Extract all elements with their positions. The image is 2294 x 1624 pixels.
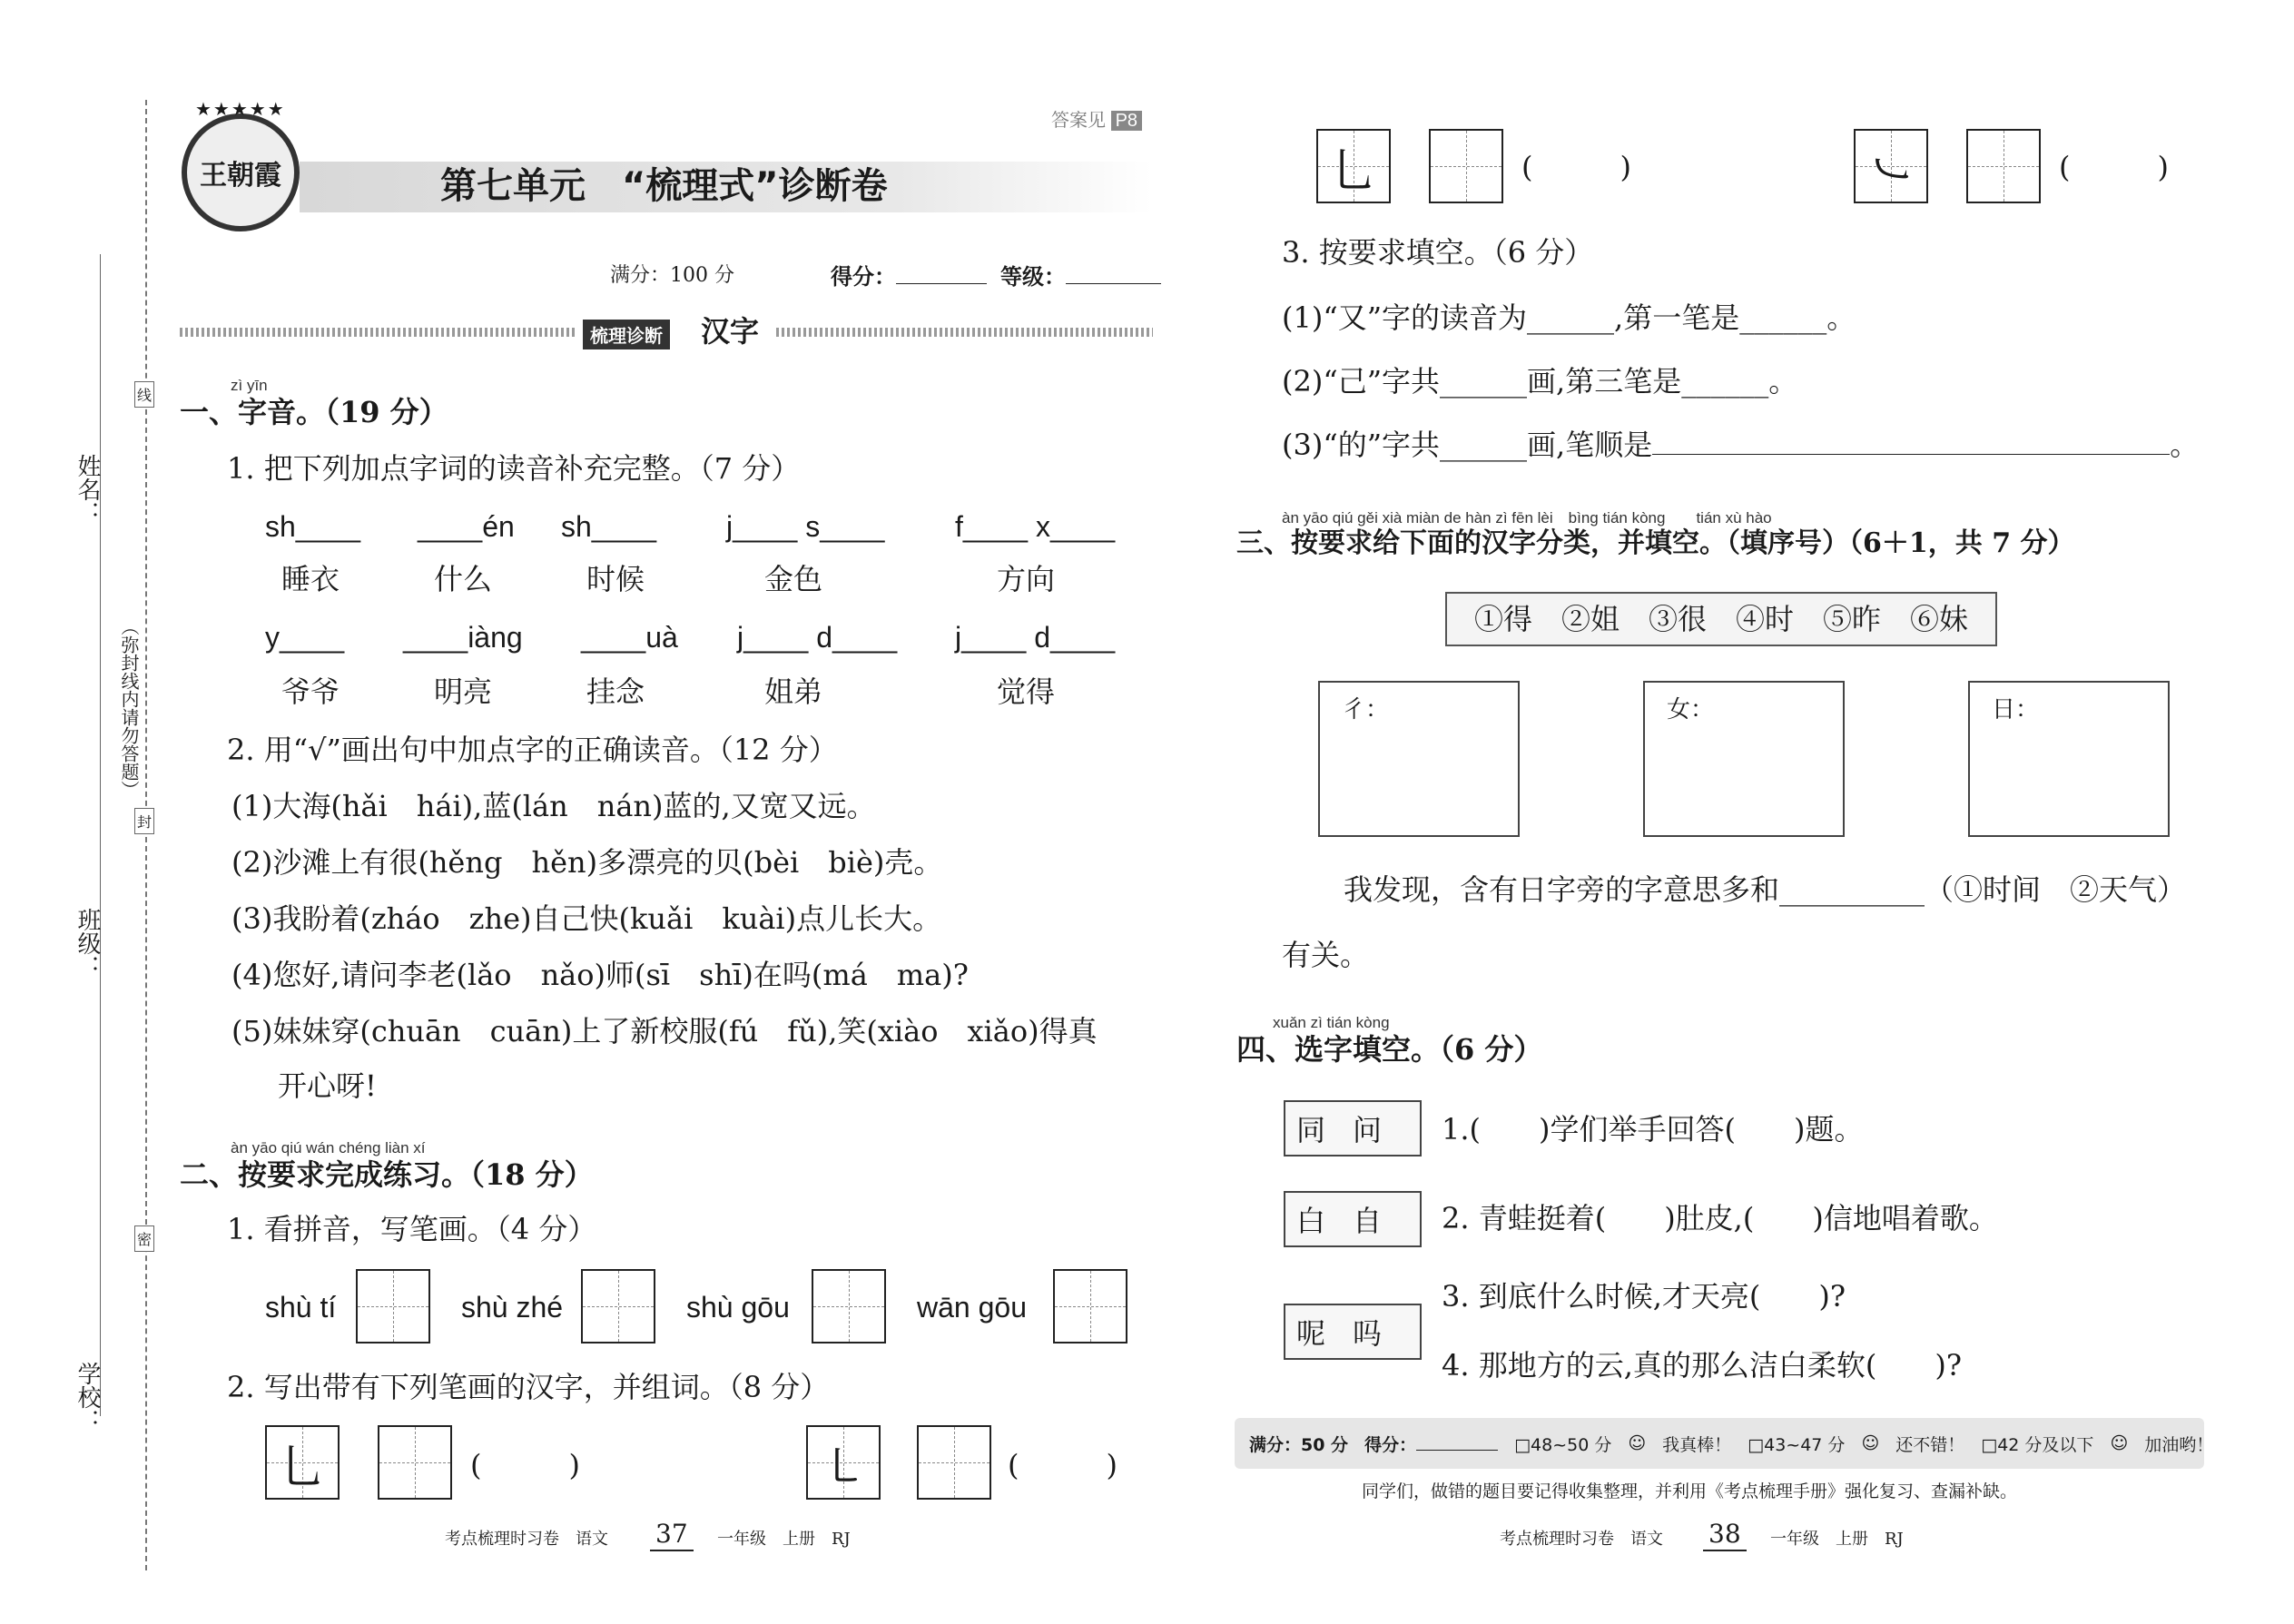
logo-badge (182, 113, 300, 231)
stroke-glyph: ㇃ (1866, 143, 1915, 199)
tag-rule-left (180, 328, 576, 337)
strip-score (1364, 1432, 1498, 1456)
char-pair: 呢吗 (1284, 1304, 1422, 1360)
fill-sentence[interactable]: 2. 青蛙挺着( )肚皮,( )信地唱着歌。 (1442, 1201, 1998, 1235)
range-comment: 加油哟！ (2144, 1434, 2214, 1455)
pinyin-blank[interactable]: j____ d____ (955, 621, 1116, 654)
pinyin-blank[interactable]: ____iàng (403, 621, 523, 654)
mark-feng: 封 (134, 808, 154, 834)
range-option[interactable]: □48~50 分 (1514, 1434, 1612, 1455)
stroke-pinyin: shù zhé (461, 1291, 564, 1324)
word: 挂念 (586, 674, 645, 709)
word: 睡衣 (281, 562, 340, 596)
range-comment: 我真棒！ (1662, 1434, 1732, 1455)
pinyin-blank[interactable]: ____én (418, 510, 515, 543)
page-grade: 一年级 上册 RJ (717, 1530, 851, 1549)
mark-mi: 密 (134, 1225, 154, 1252)
writing-grid[interactable] (1053, 1269, 1127, 1343)
radical-box[interactable] (1318, 681, 1520, 837)
mark-xian: 线 (134, 381, 154, 408)
answer-ref-label: 答案见 (1051, 111, 1106, 131)
q2-line: (2)沙滩上有很(hěng hěn)多漂亮的贝(bèi biè)壳。 (231, 845, 943, 880)
range-option[interactable]: □42 分及以下 (1981, 1434, 2094, 1455)
finding-line2: 有关。 (1282, 938, 1370, 972)
s1-q1-title: 1. 把下列加点字词的读音补充完整。（7 分） (227, 451, 801, 486)
paren-answer[interactable]: ( ) (1008, 1448, 1117, 1482)
answer-page: P8 (1111, 111, 1142, 131)
page-number: 38 (1703, 1518, 1747, 1551)
pinyin-blank[interactable]: j____ d____ (737, 621, 898, 654)
writing-grid[interactable] (356, 1269, 430, 1343)
name-label: 姓名： (74, 454, 101, 525)
s1-pinyin: zì yīn (231, 377, 268, 394)
pinyin-blank[interactable]: y____ (265, 621, 345, 654)
word: 方向 (997, 562, 1056, 596)
radical-label: 女： (1667, 696, 1715, 723)
char-option: ②姐 (1561, 602, 1620, 636)
q2-line: (1)大海(hǎi hái),蓝(lán nán)蓝的,又宽又远。 (231, 789, 876, 823)
school-label: 学校： (74, 1362, 101, 1432)
fill-sentence[interactable]: 1.( )学们举手回答( )题。 (1442, 1112, 1864, 1147)
section-badge: 梳理诊断 (583, 320, 670, 349)
pinyin-blank[interactable]: ____uà (581, 621, 678, 654)
grade-label (1000, 263, 1161, 290)
char-options (1445, 592, 1997, 646)
answer-ref (1051, 105, 1142, 132)
score-strip (1235, 1418, 2214, 1469)
binding-line-inner (100, 254, 101, 1416)
smile-icon: ☺ (1628, 1433, 1647, 1453)
s4-pinyin: xuǎn zì tián kòng (1273, 1014, 1390, 1031)
fill-sentence[interactable]: 3. 到底什么时候,才天亮( )? (1442, 1279, 1846, 1314)
fill-line-text: (3)“的”字共______画,笔顺是 (1282, 428, 1653, 462)
range-option[interactable]: □43~47 分 (1748, 1434, 1846, 1455)
writing-grid[interactable] (1429, 129, 1503, 203)
fill-line[interactable]: (1)“又”字的读音为______,第一笔是______。 (1282, 300, 1856, 335)
stroke-glyph: 乚 (1329, 143, 1377, 199)
word: 什么 (434, 562, 493, 596)
char-pair: 白自 (1284, 1191, 1422, 1247)
stroke-order-blank[interactable] (1652, 454, 2170, 455)
s2-pinyin: àn yāo qiú wán chéng liàn xí (231, 1139, 426, 1156)
pinyin-blank[interactable]: f____ x____ (955, 510, 1116, 543)
binding-line (145, 100, 147, 1570)
s2-q2-title: 2. 写出带有下列笔画的汉字，并组词。（8 分） (227, 1370, 830, 1404)
char-pair: 同问 (1284, 1100, 1422, 1156)
word: 金色 (764, 562, 823, 596)
fill-sentence[interactable]: 4. 那地方的云,真的那么洁白柔软( )? (1442, 1348, 1963, 1383)
paren-answer[interactable]: ( ) (2059, 150, 2169, 184)
stroke-pinyin: shù gōu (686, 1291, 790, 1324)
smile-icon: ☺ (2110, 1433, 2129, 1453)
s1-q2-title: 2. 用“√”画出句中加点字的正确读音。（12 分） (227, 733, 838, 767)
score-label (831, 263, 987, 290)
char-option: ⑥妹 (1909, 602, 1968, 636)
range-comment: 还不错！ (1895, 1434, 1965, 1455)
smile-icon: ☺ (1861, 1433, 1880, 1453)
char-option: ⑤昨 (1822, 602, 1881, 636)
s2-q3-title: 3. 按要求填空。（6 分） (1282, 235, 1594, 270)
s4-title: 四、选字填空。（6 分） (1236, 1032, 1543, 1067)
s1-title: 一、字音。（19 分） (180, 395, 448, 429)
s3-pinyin: àn yāo qiú gěi xià miàn de hàn zì fēn lèi bìng tián kòng tián xù hào (1282, 509, 1772, 527)
word: 明亮 (434, 674, 493, 709)
q2-line: (3)我盼着(zháo zhe)自己快(kuǎi kuài)点儿长大。 (231, 901, 942, 936)
tag-rule-right (776, 328, 1153, 337)
reminder: 同学们，做错的题目要记得收集整理，并利用《考点梳理手册》强化复习、查漏补缺。 (1362, 1481, 2018, 1501)
seal-note: （弥封线内请勿答题） (118, 617, 140, 799)
page-grade: 一年级 上册 RJ (1770, 1530, 1904, 1549)
q2-line: 开心呀! (278, 1068, 377, 1103)
stroke-glyph: ㇄ (819, 1440, 867, 1495)
stroke-glyph: 乚 (278, 1440, 326, 1495)
s3-title: 三、按要求给下面的汉字分类，并填空。（填序号）（6＋1，共 7 分） (1236, 527, 2075, 559)
writing-grid[interactable] (581, 1269, 655, 1343)
word: 时候 (586, 562, 645, 596)
grade-text: 等级： (1000, 263, 1066, 290)
stroke-pinyin: wān gōu (917, 1291, 1027, 1324)
word: 觉得 (997, 674, 1056, 709)
stroke-grid (806, 1425, 881, 1500)
name-line[interactable] (98, 254, 100, 445)
fill-line[interactable]: (2)“己”字共______画,第三笔是______。 (1282, 364, 1798, 399)
full-score: 满分：100 分 (610, 264, 734, 287)
stroke-grid (1316, 129, 1391, 203)
pinyin-blank[interactable]: sh____ (561, 510, 656, 543)
writing-grid[interactable] (378, 1425, 452, 1500)
char-option: ④时 (1735, 602, 1794, 636)
page-number: 37 (650, 1518, 694, 1551)
logo-title: 王朝霞 (200, 160, 281, 192)
radical-box[interactable] (1968, 681, 2170, 837)
radical-box[interactable] (1643, 681, 1845, 837)
score-text: 得分： (831, 263, 896, 290)
page-series: 考点梳理时习卷 语文 (445, 1530, 608, 1549)
radical-label: 日： (1992, 696, 2040, 723)
word: 姐弟 (764, 674, 823, 709)
paren-answer[interactable]: ( ) (470, 1448, 580, 1482)
paren-answer[interactable]: ( ) (1521, 150, 1631, 184)
q2-line: (4)您好,请问李老(lǎo nǎo)师(sī shī)在吗(má ma)? (231, 958, 969, 992)
s2-q1-title: 1. 看拼音，写笔画。（4 分） (227, 1212, 597, 1246)
word: 爷爷 (281, 674, 340, 709)
class-label: 班级： (74, 908, 101, 979)
writing-grid[interactable] (917, 1425, 991, 1500)
section-topic: 汉字 (701, 314, 760, 349)
fill-line[interactable]: (3)“的”字共______画,笔顺是 。 (1282, 428, 2200, 462)
q2-line: (5)妹妹穿(chuān cuān)上了新校服(fú fǔ),笑(xiào xiǎo)得真 (231, 1014, 1098, 1048)
strip-full: 满分：50 分 (1249, 1434, 1349, 1455)
stroke-grid (1854, 129, 1928, 203)
char-option: ③很 (1648, 602, 1707, 636)
finding-line[interactable]: 我发现，含有日字旁的字意思多和__________（①时间 ②天气） (1344, 872, 2187, 907)
stroke-grid (265, 1425, 340, 1500)
stroke-pinyin: shù tí (265, 1291, 337, 1324)
page-series: 考点梳理时习卷 语文 (1500, 1530, 1663, 1549)
page-title: 第七单元 “梳理式”诊断卷 (440, 165, 888, 207)
writing-grid[interactable] (1966, 129, 2041, 203)
pinyin-blank[interactable]: j____ s____ (726, 510, 885, 543)
pinyin-blank[interactable]: sh____ (265, 510, 360, 543)
radical-label: 彳： (1342, 696, 1390, 723)
char-option: ①得 (1473, 602, 1532, 636)
strip-score-label: 得分： (1364, 1434, 1417, 1455)
s2-title: 二、按要求完成练习。（18 分） (180, 1157, 594, 1192)
stars-icon: ★★★★★ (195, 98, 286, 120)
writing-grid[interactable] (812, 1269, 886, 1343)
